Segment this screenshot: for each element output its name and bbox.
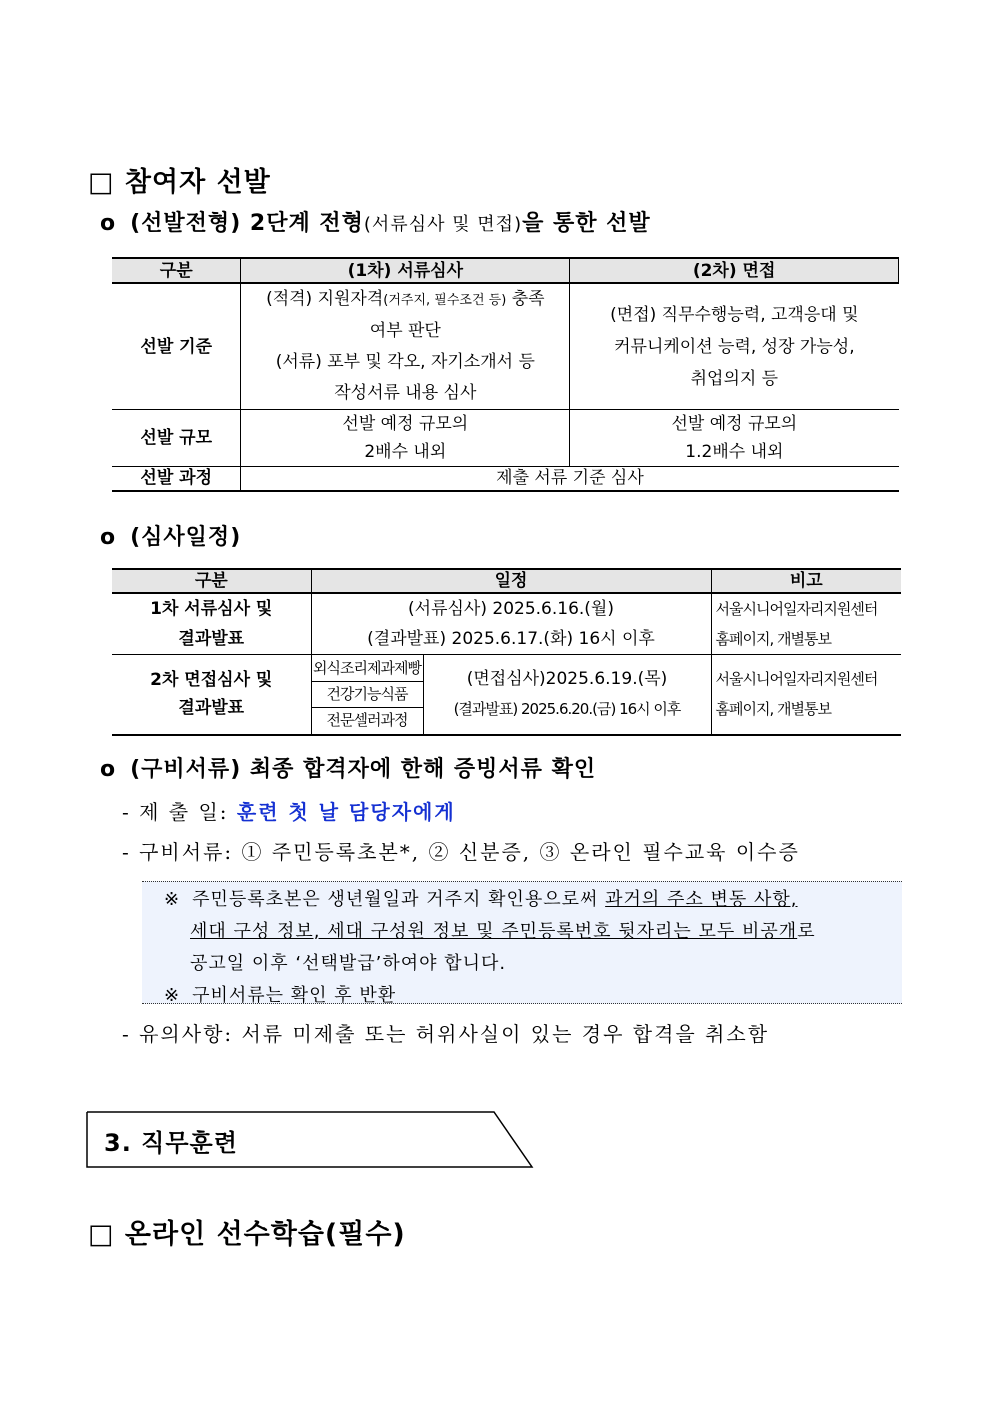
table-row	[112, 410, 899, 467]
criteria-interview-cell	[570, 283, 899, 410]
table-row	[112, 655, 901, 735]
criteria-doc-line2: 여부 판단	[369, 321, 441, 341]
table-header-row	[112, 569, 901, 593]
online-learning-heading	[88, 1212, 406, 1251]
notice-line4: ※ 구비서류는 확인 후 반환	[164, 985, 397, 1006]
documents-heading	[100, 752, 596, 783]
notice-box	[142, 881, 902, 1004]
selection-method-paren: (서류심사 및 면접)	[363, 214, 523, 235]
table-row	[112, 593, 901, 655]
schedule-title: (심사일정)	[130, 525, 242, 550]
row-label-process: 선발 과정	[140, 468, 213, 489]
criteria-document-cell	[241, 283, 570, 410]
submit-date-value: 훈련 첫 날 담당자에게	[236, 800, 456, 824]
criteria-int-line2: 커뮤니케이션 능력, 성장 가능성,	[614, 336, 855, 357]
criteria-int-line1: (면접) 직무수행능력, 고객응대 및	[610, 304, 859, 325]
bullet-icon: o	[100, 211, 117, 236]
notice-line2: 세대 구성 정보, 세대 구성원 정보 및 주민등록번호 뒷자리는 모두 비공개로	[190, 921, 816, 942]
row1-schedule: (서류심사) 2025.6.16.(월) (결과발표) 2025.6.17.(화) 16시 이후	[311, 593, 711, 655]
criteria-doc-line3: (서류) 포부 및 각오, 자기소개서 등	[275, 352, 535, 372]
selection-method-prefix: (선발전형) 2단계 전형	[130, 211, 364, 236]
bullet-icon: o	[100, 525, 117, 550]
bullet-icon: o	[100, 757, 117, 782]
header-remarks: 비고	[711, 569, 901, 593]
header-interview: (2차) 면접	[570, 258, 899, 283]
section-select-title: 참여자 선발	[124, 167, 271, 198]
notice-line1: ※ 주민등록초본은 생년월일과 거주지 확인용으로써 과거의 주소 변동 사항,	[164, 889, 798, 910]
criteria-doc-line1: (적격) 지원자격(거주지, 필수조건 등) 충족	[266, 289, 545, 309]
section-select-heading	[88, 160, 271, 199]
row1-label: 1차 서류심사 및 결과발표	[112, 593, 311, 655]
submit-date-line: - 제 출 일: 훈련 첫 날 담당자에게	[122, 800, 456, 824]
scale-doc-line2: 2배수 내외	[364, 442, 447, 462]
row2-label: 2차 면접심사 및 결과발표	[150, 670, 273, 719]
notice-line3: 공고일 이후 ‘선택발급’하여야 합니다.	[190, 953, 507, 974]
selection-method-line	[100, 206, 651, 237]
scale-document-cell	[241, 410, 570, 467]
online-learning-title: 온라인 선수학습(필수)	[124, 1219, 406, 1250]
row-label-criteria: 선발 기준	[112, 283, 241, 410]
selection-table	[112, 257, 899, 492]
row1-remarks: 서울시니어일자리지원센터 홈페이지, 개별통보	[711, 593, 901, 655]
scale-doc-line1: 선발 예정 규모의	[342, 414, 469, 434]
header-category: 구분	[112, 569, 311, 593]
table-header-row	[112, 258, 899, 283]
course-item: 외식조리제과제빵	[312, 656, 423, 682]
reference-mark-icon: ※	[164, 985, 181, 1006]
documents-title: (구비서류) 최종 합격자에 한해 증빙서류 확인	[130, 757, 597, 782]
reference-mark-icon: ※	[164, 889, 181, 910]
checkbox-square-icon: □	[88, 167, 115, 198]
course-item: 건강기능식품	[312, 682, 423, 708]
table-row	[112, 467, 899, 491]
caution-line: - 유의사항: 서류 미제출 또는 허위사실이 있는 경우 합격을 취소함	[122, 1022, 770, 1046]
course-item: 전문셀러과정	[326, 710, 408, 729]
header-document-review: (1차) 서류심사	[241, 258, 570, 283]
header-category: 구분	[112, 258, 241, 283]
scale-interview-cell	[570, 410, 899, 467]
schedule-heading	[100, 520, 241, 551]
criteria-int-line3: 취업의지 등	[690, 368, 779, 389]
scale-int-line1: 선발 예정 규모의	[671, 414, 798, 434]
checkbox-square-icon: □	[88, 1219, 115, 1250]
scale-int-line2: 1.2배수 내외	[685, 442, 784, 462]
process-value: 제출 서류 기준 심사	[241, 467, 899, 491]
header-schedule: 일정	[311, 569, 711, 593]
row2-remarks: 서울시니어일자리지원센터 홈페이지, 개별통보	[711, 655, 901, 735]
schedule-table	[112, 568, 901, 736]
table-row	[112, 283, 899, 410]
row2-schedule: (면접심사)2025.6.19.(목) (결과발표) 2025.6.20.(금) 16시 이후	[423, 655, 711, 735]
selection-method-suffix: 을 통한 선발	[522, 211, 651, 236]
row-label-scale: 선발 규모	[112, 410, 241, 467]
row2-courses	[311, 655, 423, 735]
criteria-doc-line4: 작성서류 내용 심사	[334, 383, 477, 403]
required-documents-line: - 구비서류: ① 주민등록초본*, ② 신분증, ③ 온라인 필수교육 이수증	[122, 840, 800, 864]
section3-title: 3. 직무훈련	[104, 1129, 238, 1157]
